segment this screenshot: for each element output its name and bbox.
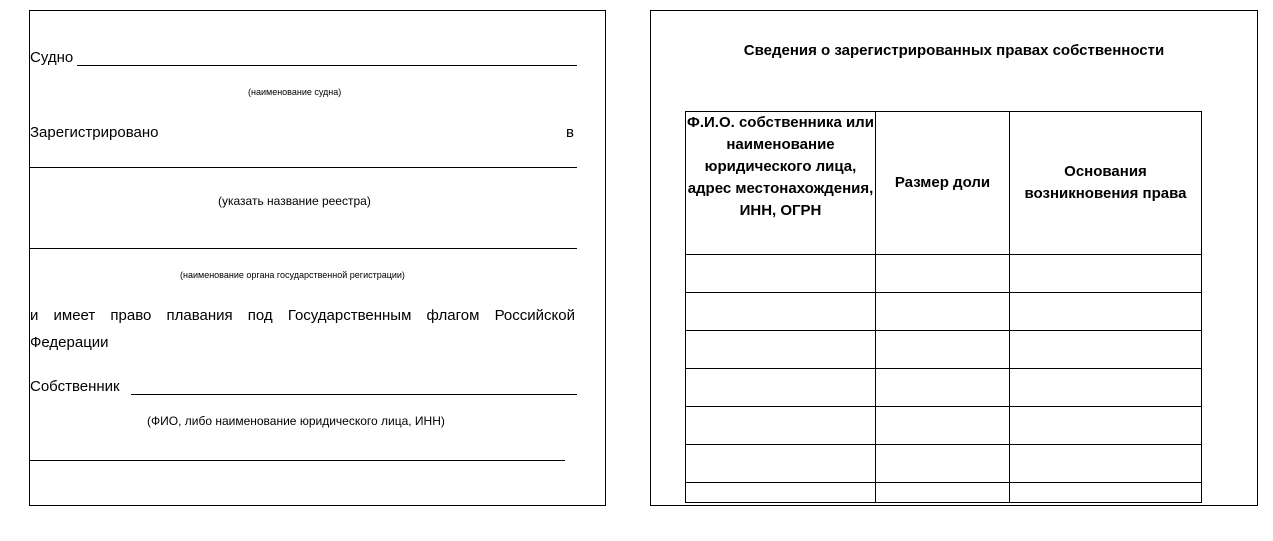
cell-basis[interactable] (1010, 369, 1202, 407)
cell-owner[interactable] (686, 369, 876, 407)
cell-owner[interactable] (686, 483, 876, 503)
left-page (29, 10, 606, 506)
table-row (686, 445, 1202, 483)
table-row (686, 369, 1202, 407)
registry-caption: (указать название реестра) (218, 194, 371, 208)
cell-basis[interactable] (1010, 293, 1202, 331)
owner-caption: (ФИО, либо наименование юридического лица, ИНН) (147, 414, 445, 428)
table-row (686, 331, 1202, 369)
cell-basis[interactable] (1010, 407, 1202, 445)
cell-share[interactable] (876, 483, 1010, 503)
vessel-name-field[interactable] (77, 65, 577, 66)
cell-owner[interactable] (686, 445, 876, 483)
header-owner: Ф.И.О. собственника или наименование юридического лица, адрес местонахождения, ИНН, ОГРН (686, 112, 876, 255)
registry-field[interactable] (30, 167, 577, 168)
cell-basis[interactable] (1010, 255, 1202, 293)
cell-owner[interactable] (686, 255, 876, 293)
header-share: Размер доли (876, 112, 1010, 255)
header-basis: Основания возникновения права (1010, 112, 1202, 255)
authority-caption: (наименование органа государственной регистрации) (180, 270, 405, 280)
rights-title: Сведения о зарегистрированных правах собственности (743, 42, 1165, 59)
cell-share[interactable] (876, 407, 1010, 445)
flag-statement: и имеет право плавания под Государственным флагом Российской Федерации (30, 307, 575, 351)
table-header-row (686, 112, 1202, 255)
cell-share[interactable] (876, 369, 1010, 407)
owner-field[interactable] (131, 394, 577, 395)
table-row (686, 293, 1202, 331)
vessel-caption: (наименование судна) (248, 87, 342, 97)
cell-owner[interactable] (686, 331, 876, 369)
ownership-rights-table (685, 111, 1202, 503)
cell-share[interactable] (876, 331, 1010, 369)
cell-share[interactable] (876, 255, 1010, 293)
cell-share[interactable] (876, 445, 1010, 483)
cell-basis[interactable] (1010, 445, 1202, 483)
cell-owner[interactable] (686, 293, 876, 331)
owner-label: Собственник (30, 378, 120, 395)
registered-in-label: в (566, 124, 574, 141)
table-row (686, 483, 1202, 503)
table-row (686, 255, 1202, 293)
cell-basis[interactable] (1010, 483, 1202, 503)
cell-share[interactable] (876, 293, 1010, 331)
owner-extra-field[interactable] (30, 460, 565, 461)
cell-owner[interactable] (686, 407, 876, 445)
vessel-label: Судно (30, 49, 74, 66)
registered-label: Зарегистрировано (30, 124, 159, 141)
right-page (650, 10, 1258, 506)
authority-field[interactable] (30, 248, 577, 249)
cell-basis[interactable] (1010, 331, 1202, 369)
table-row (686, 407, 1202, 445)
